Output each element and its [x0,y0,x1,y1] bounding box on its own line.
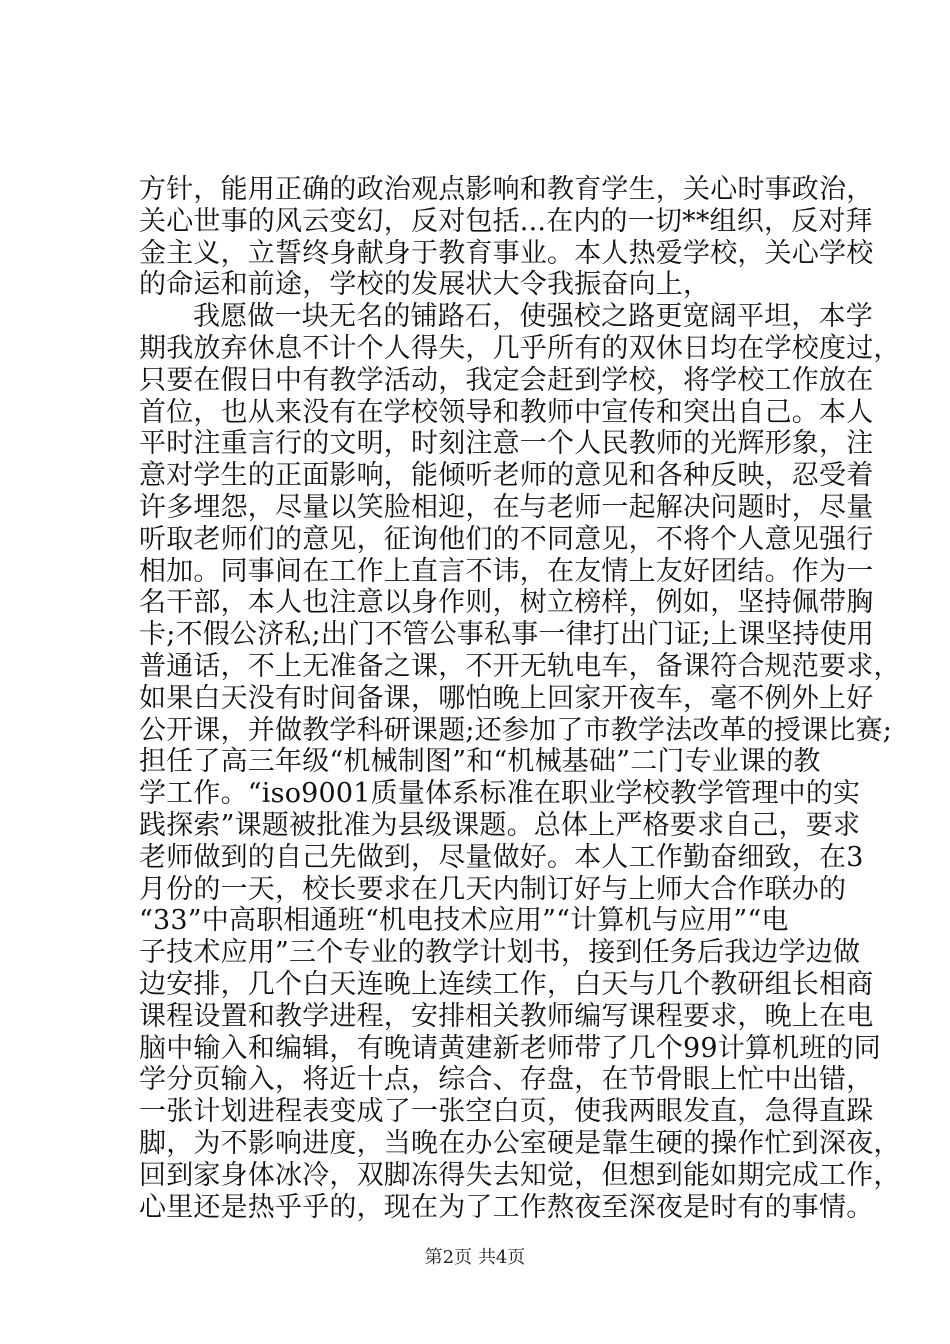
page-number: 第2页 共4页 [424,1247,526,1268]
text-line: 的命运和前途，学校的发展状大令我振奋向上， [139,269,711,301]
text-line: 学分页输入，将近十点，综合、存盘，在节骨眼上忙中出错， [139,1064,874,1096]
text-line: 听取老师们的意见，征询他们的不同意见，不将个人意见强行 [139,523,874,555]
text-line: 只要在假日中有教学活动，我定会赶到学校，将学校工作放在 [139,364,874,396]
text-line: 名干部，本人也注意以身作则，树立榜样，例如，坚持佩带胸 [139,587,874,619]
text-line: 老师做到的自己先做到，尽量做好。本人工作勤奋细致，在3 [139,841,864,873]
text-line: 心里还是热乎乎的，现在为了工作熬夜至深夜是时有的事情。 [139,1191,874,1223]
text-line: 卡;不假公济私;出门不管公事私事一律打出门证;上课坚持使用 [139,619,875,651]
text-line: 许多埋怨，尽量以笑脸相迎，在与老师一起解决问题时，尽量 [139,491,874,523]
text-line: 课程设置和教学进程，安排相关教师编写课程要求，晚上在电 [139,1000,874,1032]
text-line: 普通话，不上无准备之课，不开无轨电车，备课符合规范要求， [139,650,901,682]
text-line: 相加。同事间在工作上直言不讳，在友情上友好团结。作为一 [139,555,874,587]
text-line: 平时注重言行的文明，时刻注意一个人民教师的光辉形象，注 [139,428,874,460]
text-line: 脑中输入和编辑，有晚请黄建新老师带了几个99计算机班的同 [139,1032,881,1064]
text-line: 脚，为不影响进度，当晚在办公室硬是靠生硬的操作忙到深夜， [139,1127,901,1159]
text-line: 担任了高三年级“机械制图”和“机械基础”二门专业课的教 [139,746,821,778]
text-line: 意对学生的正面影响，能倾听老师的意见和各种反映，忍受着 [139,460,874,492]
text-line: 关心世事的风云变幻，反对包括...在内的一切**组织，反对拜 [139,205,873,237]
text-line: 边安排，几个白天连晚上连续工作，白天与几个教研组长相商 [139,968,874,1000]
text-line: 公开课，并做教学科研课题;还参加了市教学法改革的授课比赛; [139,714,892,746]
text-line: 首位，也从来没有在学校领导和教师中宣传和突出自己。本人 [139,396,874,428]
text-line: 期我放弃休息不计个人得失，几乎所有的双休日均在学校度过， [139,332,901,364]
text-line: 月份的一天，校长要求在几天内制订好与上师大合作联办的 [139,873,847,905]
text-line: 回到家身体冰冷，双脚冻得失去知觉，但想到能如期完成工作， [139,1159,901,1191]
text-line: 一张计划进程表变成了一张空白页，使我两眼发直，急得直跺 [139,1096,874,1128]
text-line: “33”中高职相通班“机电技术应用”“计算机与应用”“电 [139,905,789,937]
text-line: 如果白天没有时间备课，哪怕晚上回家开夜车，毫不例外上好 [139,682,874,714]
text-line: 践探索”课题被批准为县级课题。总体上严格要求自己，要求 [139,809,861,841]
text-line: 子技术应用”三个专业的教学计划书，接到任务后我边学边做 [139,937,861,969]
text-line: 学工作。“iso9001质量体系标准在职业学校教学管理中的实 [139,778,861,810]
page-footer [0,1246,950,1270]
text-line: 方针，能用正确的政治观点影响和教育学生，关心时事政治， [139,174,874,205]
text-line: 金主义，立誓终身献身于教育事业。本人热爱学校，关心学校 [139,237,874,269]
document-body [139,174,901,1223]
paragraph-start-line: 我愿做一块无名的铺路石，使强校之路更宽阔平坦，本学 [193,301,873,333]
